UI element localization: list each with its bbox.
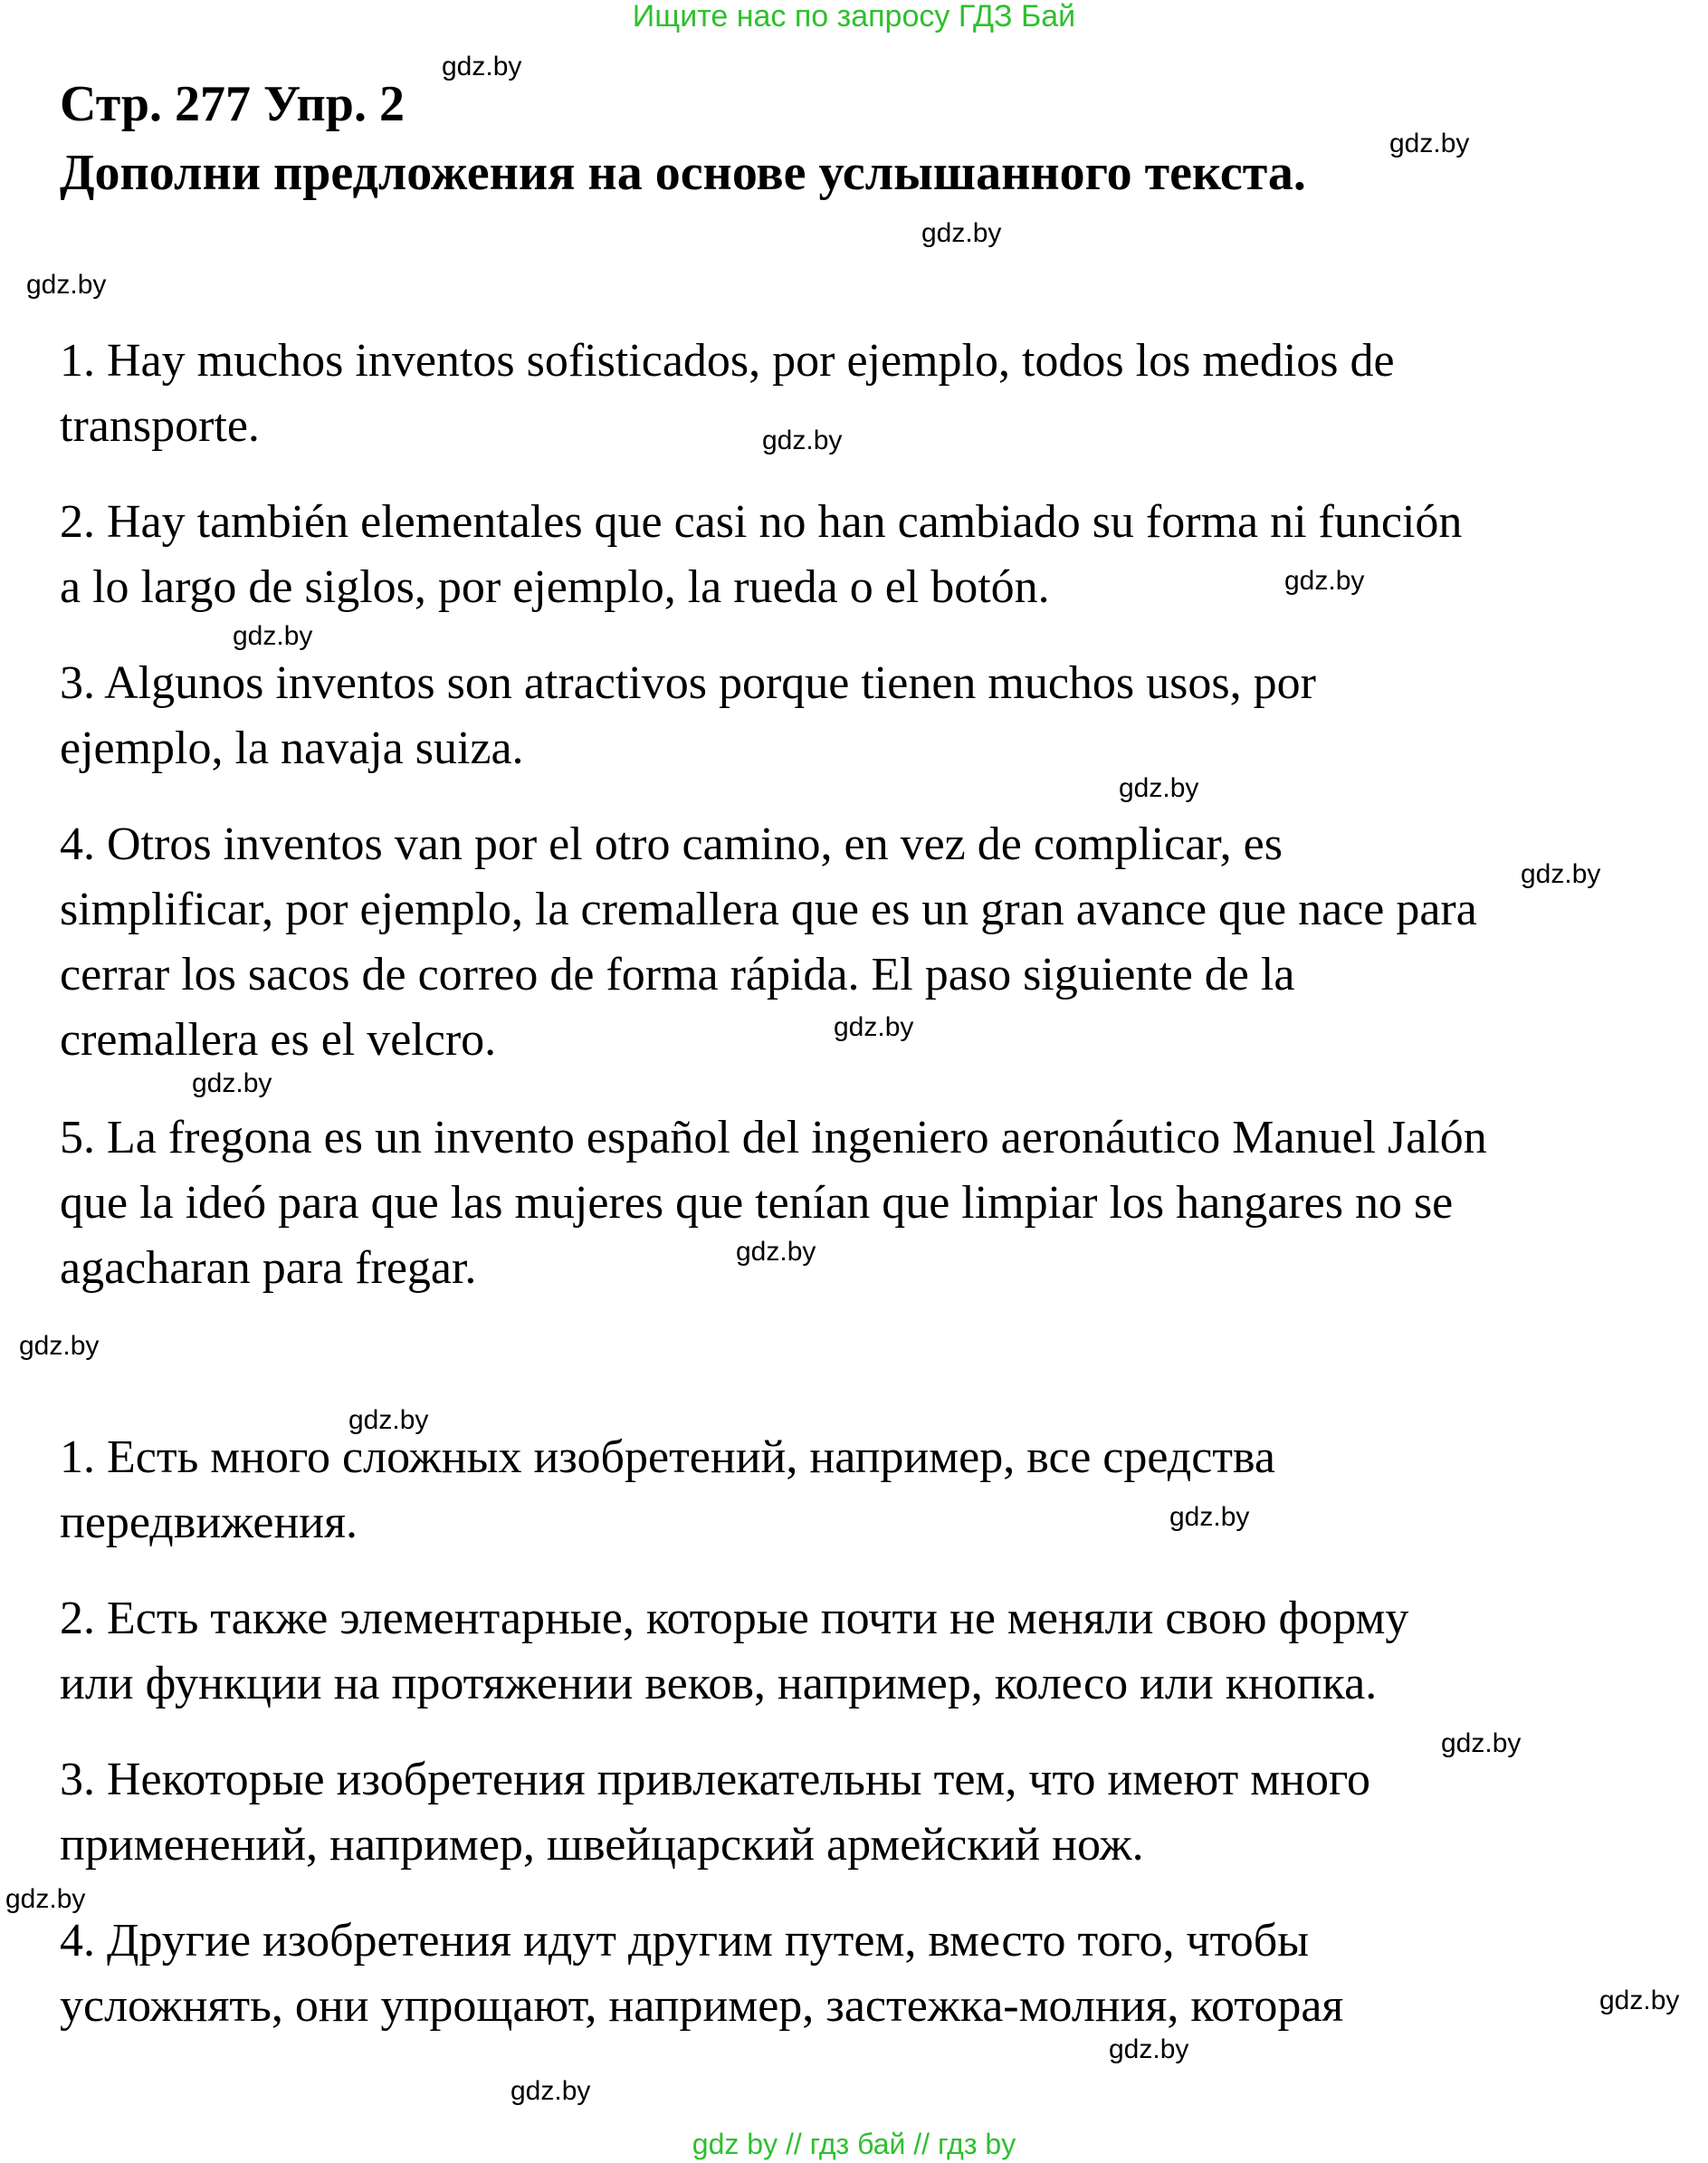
line: 5. La fregona es un invento español del ingeniero aeronáutico Manuel Jalón	[60, 1112, 1487, 1163]
page-reference: Стр. 277 Упр. 2	[60, 76, 405, 132]
line: 2. Hay también elementales que casi no han cambiado su forma ni función	[60, 496, 1463, 548]
task-title: Дополни предложения на основе услышанного текста.	[60, 145, 1306, 201]
watermark: gdz.by	[233, 621, 313, 651]
watermark: gdz.by	[1284, 566, 1365, 596]
line: que la ideó para que las mujeres que tenían que limpiar los hangares no se	[60, 1177, 1454, 1229]
line: agacharan para fregar.	[60, 1242, 477, 1294]
line: simplificar, por ejemplo, la cremallera que es un gran avance que nace para	[60, 884, 1477, 935]
line: transporte.	[60, 400, 260, 452]
watermark: gdz.by	[762, 426, 843, 455]
watermark: gdz.by	[1521, 859, 1601, 889]
watermark: gdz.by	[1169, 1502, 1250, 1532]
line: или функции на протяжении веков, например, колесо или кнопка.	[60, 1658, 1378, 1709]
watermark: gdz.by	[442, 52, 522, 81]
watermark: gdz.by	[834, 1012, 914, 1042]
russian-item-4	[60, 1909, 1680, 2039]
line: передвижения.	[60, 1497, 358, 1548]
spanish-item-3	[60, 651, 1680, 781]
watermark: gdz.by	[5, 1884, 86, 1914]
line: cremallera es el velcro.	[60, 1014, 497, 1066]
line: a lo largo de siglos, por ejemplo, la rueda o el botón.	[60, 561, 1050, 613]
line: 2. Есть также элементарные, которые почти не меняли свою форму	[60, 1593, 1409, 1644]
watermark: gdz.by	[921, 218, 1002, 248]
line: 1. Hay muchos inventos sofisticados, por ejemplo, todos los medios de	[60, 335, 1395, 387]
footer-links: gdz by // гдз бай // гдз by	[692, 2128, 1016, 2160]
spanish-item-5	[60, 1105, 1680, 1301]
line: 4. Другие изобретения идут другим путем, вместо того, чтобы	[60, 1915, 1310, 1967]
line: 4. Otros inventos van por el otro camino, en vez de complicar, es	[60, 818, 1283, 870]
russian-item-1	[60, 1425, 1680, 1555]
line: применений, например, швейцарский армейский нож.	[60, 1819, 1144, 1871]
watermark: gdz.by	[1441, 1728, 1522, 1758]
spanish-item-1	[60, 329, 1680, 459]
russian-item-3	[60, 1747, 1680, 1878]
watermark: gdz.by	[26, 270, 107, 300]
watermark: gdz.by	[19, 1331, 100, 1361]
line: усложнять, они упрощают, например, застежка-молния, которая	[60, 1980, 1344, 2032]
watermark: gdz.by	[1109, 2034, 1189, 2064]
line: 3. Algunos inventos son atractivos porque tienen muchos usos, por	[60, 657, 1316, 709]
top-banner: Ищите нас по запросу ГДЗ Бай	[632, 0, 1076, 33]
watermark: gdz.by	[1389, 129, 1470, 158]
russian-item-2	[60, 1586, 1680, 1717]
watermark: gdz.by	[1119, 773, 1199, 803]
watermark: gdz.by	[1599, 1986, 1680, 2015]
watermark: gdz.by	[510, 2076, 591, 2106]
watermark: gdz.by	[192, 1068, 272, 1098]
line: 3. Некоторые изобретения привлекательны тем, что имеют много	[60, 1754, 1370, 1805]
watermark: gdz.by	[348, 1405, 429, 1435]
watermark: gdz.by	[736, 1237, 816, 1267]
line: 1. Есть много сложных изобретений, например, все средства	[60, 1431, 1275, 1483]
line: cerrar los sacos de correo de forma rápida. El paso siguiente de la	[60, 949, 1295, 1000]
spanish-item-2	[60, 490, 1680, 620]
line: ejemplo, la navaja suiza.	[60, 723, 524, 774]
